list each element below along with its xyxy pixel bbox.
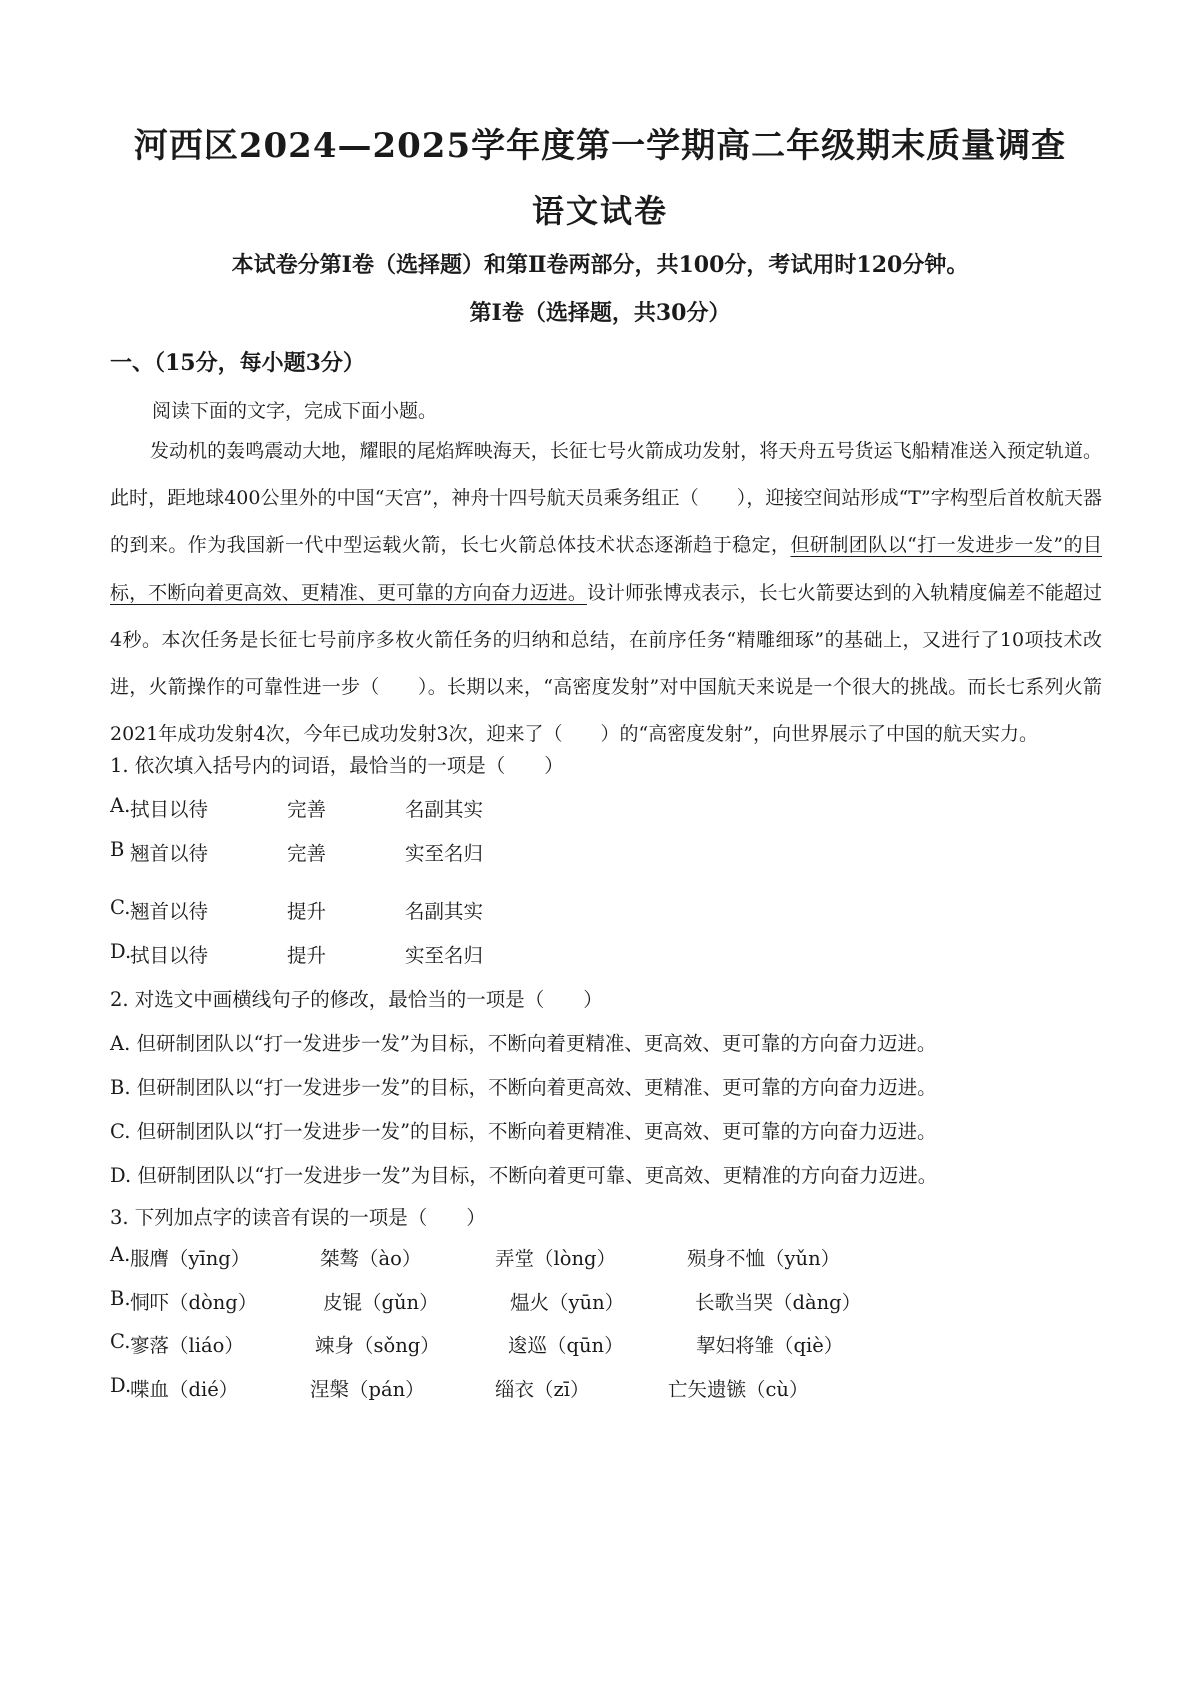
question-1-stem: 1. 依次填入括号内的词语，最恰当的一项是（ ） [110, 754, 564, 777]
option-word-2: 提升 [287, 944, 327, 967]
pinyin-item-1: 服膺（yīng） [130, 1247, 251, 1270]
pinyin-item-3: 缁衣（zī） [495, 1378, 590, 1401]
passage-text-b: 设计师张博戎表示，长七火箭要达到的入轨精度偏差不能超过4秒。本次任务是长征七号前序多枚火箭任务的归纳和总结，在前序任务“精雕细琢”的基础上，又进行了10项技术改进，火箭操作的可靠性进一步（ ）。长期以来，“高密度发射”对中国航天来说是一个很大的挑战。而长七系列火箭2021年成功发射4次，今年已成功发射3次，迎来了（ ）的“高密度发射”，向世界展示了中国的航天实力。 [110, 581, 1102, 746]
option-word-3: 名副其实 [405, 900, 484, 923]
option-word-1: 拭目以待 [130, 944, 209, 967]
option-word-1: 翘首以待 [130, 842, 209, 865]
option-label: D. [110, 1374, 132, 1397]
pinyin-item-2: 桀骜（ào） [320, 1247, 422, 1270]
pinyin-item-3: 弄堂（lòng） [495, 1247, 617, 1270]
option-label: A. [110, 1243, 131, 1266]
question-2-option-a: A. 但研制团队以“打一发进步一发”为目标，不断向着更精准、更高效、更可靠的方向奋力迈进。 [110, 1032, 937, 1055]
pinyin-item-3: 逡巡（qūn） [508, 1334, 624, 1357]
option-label: B. [110, 1287, 131, 1310]
option-label: A. [110, 794, 131, 817]
reading-passage [110, 428, 1102, 758]
question-2-option-b: B. 但研制团队以“打一发进步一发”的目标，不断向着更高效、更精准、更可靠的方向奋力迈进。 [110, 1076, 937, 1099]
option-word-1: 拭目以待 [130, 798, 209, 821]
pinyin-item-4: 挈妇将雏（qiè） [696, 1334, 844, 1357]
pinyin-item-4: 殒身不恤（yǔn） [687, 1247, 841, 1270]
passage-text-a: 发动机的轰鸣震动大地，耀眼的尾焰辉映海天，长征七号火箭成功发射，将天舟五号货运飞船精准送入预定轨道。此时，距地球400公里外的中国“天宫”，神舟十四号航天员乘务组正（ ），迎接空间站形成“T”字构型后首枚航天器的到来。作为我国新一代中型运载火箭，长七火箭总体技术状态逐渐趋于稳定， [110, 440, 1102, 557]
part-title: 第Ⅰ卷（选择题，共30分） [469, 300, 731, 326]
option-word-3: 实至名归 [405, 944, 484, 967]
option-label: B [110, 838, 125, 861]
exam-instructions: 本试卷分第Ⅰ卷（选择题）和第Ⅱ卷两部分，共100分，考试用时120分钟。 [231, 252, 969, 278]
underlined-sentence: 但研制团队以“打一发进步一发”的目标，不断向着更高效、更精准、更可靠的方向奋力迈进。 [110, 534, 1102, 604]
section-heading: 一、（15分，每小题3分） [110, 350, 365, 376]
option-label: C. [110, 896, 131, 919]
option-word-2: 完善 [287, 798, 327, 821]
pinyin-item-4: 亡矢遗镞（cù） [668, 1378, 809, 1401]
pinyin-item-1: 恫吓（dòng） [130, 1291, 258, 1314]
reading-intro: 阅读下面的文字，完成下面小题。 [152, 400, 438, 422]
option-word-1: 翘首以待 [130, 900, 209, 923]
question-2-option-d: D. 但研制团队以“打一发进步一发”为目标，不断向着更可靠、更高效、更精准的方向奋力迈进。 [110, 1164, 938, 1187]
option-word-2: 提升 [287, 900, 327, 923]
question-3-stem: 3. 下列加点字的读音有误的一项是（ ） [110, 1206, 486, 1229]
pinyin-item-2: 涅槃（pán） [310, 1378, 425, 1401]
pinyin-item-2: 竦身（sǒng） [315, 1334, 440, 1357]
exam-title: 河西区2024—2025学年度第一学期高二年级期末质量调查 [133, 126, 1067, 166]
question-2-stem: 2. 对选文中画横线句子的修改，最恰当的一项是（ ） [110, 988, 603, 1011]
pinyin-item-1: 寥落（liáo） [130, 1334, 244, 1357]
option-word-2: 完善 [287, 842, 327, 865]
option-word-3: 实至名归 [405, 842, 484, 865]
exam-subtitle: 语文试卷 [531, 192, 668, 230]
option-word-3: 名副其实 [405, 798, 484, 821]
option-label: D. [110, 940, 132, 963]
option-label: C. [110, 1330, 131, 1353]
pinyin-item-3: 煴火（yūn） [510, 1291, 625, 1314]
pinyin-item-1: 喋血（dié） [130, 1378, 239, 1401]
pinyin-item-2: 皮锟（gǔn） [323, 1291, 439, 1314]
question-2-option-c: C. 但研制团队以“打一发进步一发”的目标，不断向着更精准、更高效、更可靠的方向奋力迈进。 [110, 1120, 937, 1143]
pinyin-item-4: 长歌当哭（dàng） [695, 1291, 862, 1314]
